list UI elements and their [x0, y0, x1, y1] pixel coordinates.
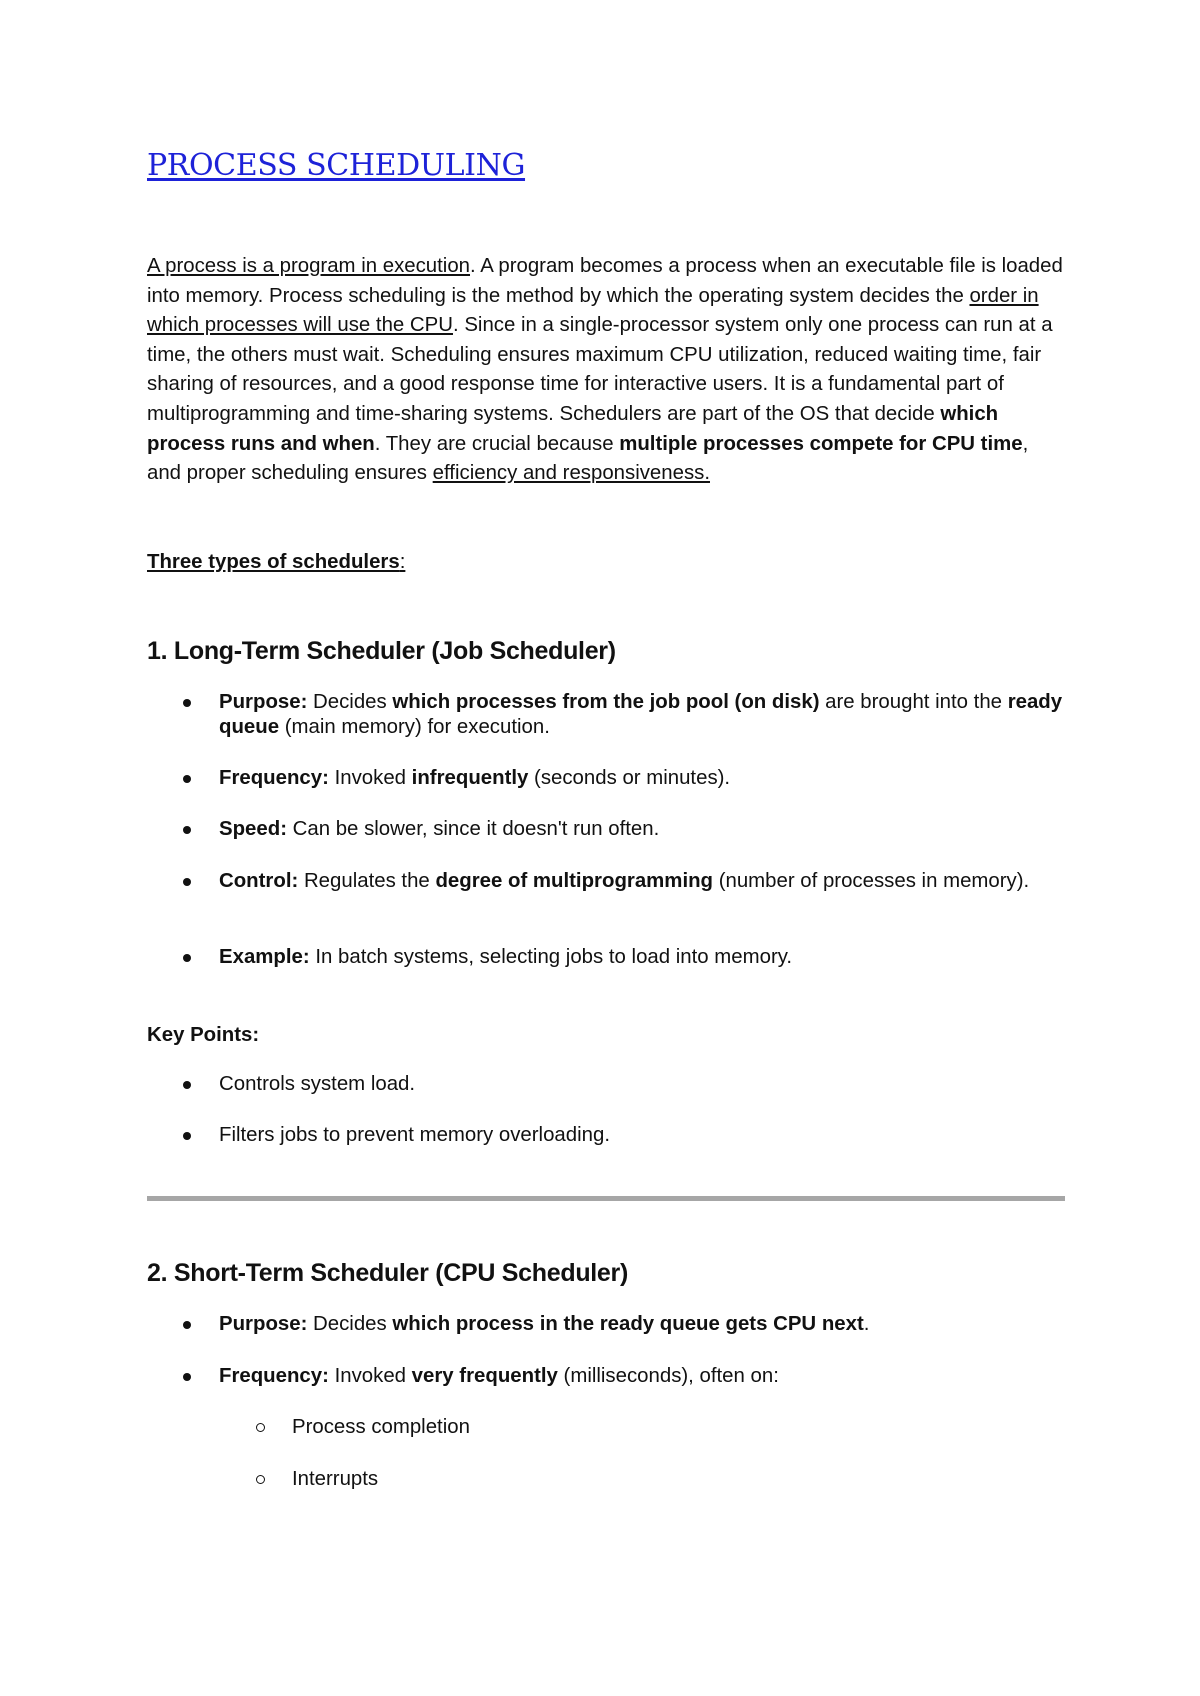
- list-item-purpose: [219, 690, 1067, 740]
- section-heading-short-term: 2. Short-Term Scheduler (CPU Scheduler): [147, 1259, 628, 1287]
- list-item-purpose: [219, 1312, 1067, 1337]
- item-text: are brought into the: [819, 691, 1008, 713]
- sub-list-item: [292, 1467, 1067, 1492]
- item-emphasis: degree of multiprogramming: [435, 870, 714, 892]
- bullet-icon: [183, 826, 191, 834]
- sub-item-text: Interrupts: [292, 1468, 379, 1490]
- hollow-bullet-icon: [256, 1475, 265, 1484]
- intro-text: . A program becomes a process when an executable file is loaded into memory. Process scheduling is the method by which the operating system decides the: [147, 255, 1063, 307]
- item-emphasis: which processes from the job pool (on disk): [392, 691, 820, 713]
- sub-list-item: [292, 1415, 1067, 1440]
- bullet-icon: [183, 699, 191, 707]
- list-item-example: [219, 945, 1067, 970]
- bullet-icon: [183, 1081, 191, 1089]
- item-text: In batch systems, selecting jobs to load into memory.: [309, 946, 793, 968]
- item-text: (main memory) for execution.: [279, 716, 550, 738]
- item-text: Can be slower, since it doesn't run often.: [286, 818, 660, 840]
- item-emphasis: which process in the ready queue gets CPU next: [392, 1313, 864, 1335]
- hollow-bullet-icon: [256, 1423, 265, 1432]
- bullet-icon: [183, 954, 191, 962]
- item-text: (seconds or minutes).: [528, 767, 731, 789]
- types-label-text: Three types of schedulers: [147, 551, 400, 573]
- item-text: Regulates the: [298, 870, 436, 892]
- section-heading-long-term: 1. Long-Term Scheduler (Job Scheduler): [147, 637, 616, 665]
- intro-cpu-order: order in which processes will use the CPU: [147, 284, 1039, 337]
- sub-item-text: Process completion: [292, 1416, 470, 1438]
- bullet-icon: [183, 1373, 191, 1381]
- intro-text: . They are crucial because: [374, 432, 620, 455]
- item-emphasis: ready queue: [219, 691, 1063, 738]
- intro-text: , and proper scheduling ensures: [147, 432, 1029, 485]
- item-text: (milliseconds), often on:: [557, 1365, 779, 1387]
- intro-efficiency: efficiency and responsiveness.: [432, 462, 710, 485]
- list-item: [219, 1072, 1067, 1097]
- list-item-frequency: [219, 766, 1067, 791]
- intro-paragraph: [147, 252, 1067, 489]
- item-emphasis: infrequently: [411, 767, 529, 789]
- bullet-icon: [183, 878, 191, 886]
- item-label: Example:: [219, 946, 310, 968]
- horizontal-divider: [147, 1196, 1065, 1201]
- types-label-colon: :: [399, 551, 406, 573]
- intro-definition: A process is a program in execution: [147, 255, 471, 277]
- item-text: Invoked: [328, 1365, 412, 1387]
- bullet-icon: [183, 1132, 191, 1140]
- intro-text: . Since in a single-processor system only one process can run at a time, the others must wait. Scheduling ensures maximum CPU utilization, reduced waiting time, fair sharing of resources, and a good response time for interactive users. It is a fundamental part of multiprogramming and time-sharing systems. Schedulers are part of the OS that decide: [147, 314, 1053, 425]
- intro-emphasis: which process runs and when: [147, 402, 999, 455]
- bullet-icon: [183, 775, 191, 783]
- key-point-text: Filters jobs to prevent memory overloading.: [219, 1124, 610, 1146]
- list-item-frequency: [219, 1364, 1067, 1389]
- item-text: Decides: [307, 691, 393, 713]
- key-point-text: Controls system load.: [219, 1073, 416, 1095]
- page-title: PROCESS SCHEDULING: [147, 148, 526, 183]
- item-text: Invoked: [328, 767, 412, 789]
- schedulers-types-label: [147, 548, 405, 576]
- intro-emphasis: multiple processes compete for CPU time: [619, 432, 1023, 455]
- item-label: Speed:: [219, 818, 287, 840]
- item-label: Control:: [219, 870, 299, 892]
- list-item: [219, 1123, 1067, 1148]
- item-label: Purpose:: [219, 1313, 308, 1335]
- item-label: Frequency:: [219, 767, 329, 789]
- item-text: Decides: [307, 1313, 393, 1335]
- item-text: .: [863, 1313, 870, 1335]
- list-item-speed: [219, 817, 1067, 842]
- item-label: Purpose:: [219, 691, 308, 713]
- list-item-control: [219, 869, 1067, 894]
- key-points-label: Key Points:: [147, 1024, 260, 1046]
- item-emphasis: very frequently: [411, 1365, 558, 1387]
- bullet-icon: [183, 1321, 191, 1329]
- item-text: (number of processes in memory).: [713, 870, 1030, 892]
- item-label: Frequency:: [219, 1365, 329, 1387]
